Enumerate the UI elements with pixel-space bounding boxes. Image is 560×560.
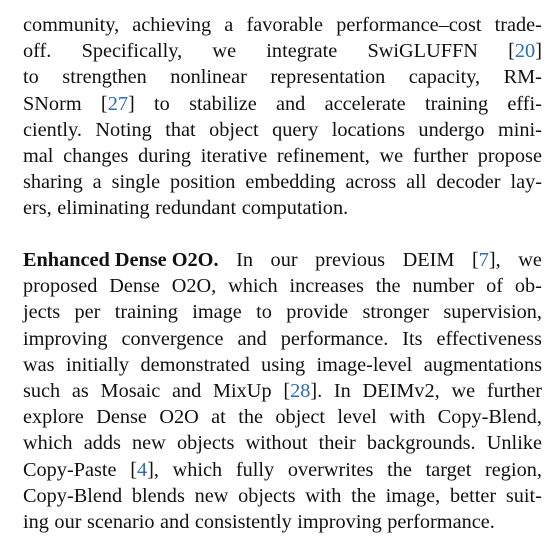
citation-link[interactable]: 7 — [478, 249, 489, 271]
word: provide — [286, 301, 349, 324]
word: we — [212, 40, 237, 63]
paper-text-body — [23, 12, 542, 535]
word: [7], — [471, 249, 501, 271]
citation-link[interactable]: 4 — [136, 458, 148, 481]
word: ob- — [514, 275, 542, 298]
word: In — [236, 249, 253, 271]
word: refinement, — [276, 144, 370, 167]
text-line — [23, 326, 542, 352]
word: improving — [297, 510, 382, 533]
word: using — [261, 353, 306, 376]
word: suit- — [505, 484, 542, 507]
word: iterative — [200, 144, 268, 167]
text-line — [23, 352, 542, 378]
word: and — [237, 327, 267, 350]
text-line — [23, 12, 542, 38]
word: MixUp — [212, 379, 272, 402]
word: blends — [131, 484, 185, 507]
word: improving — [23, 327, 108, 350]
word: without — [245, 432, 308, 455]
word: ers, — [23, 197, 52, 220]
word: proposed — [23, 275, 98, 298]
word: Its — [402, 327, 423, 350]
word: image, — [385, 484, 441, 507]
word: Mosaic — [100, 379, 161, 402]
word: target — [425, 458, 472, 481]
word: eliminating — [57, 197, 150, 220]
word: such — [23, 379, 61, 402]
word: Copy-Blend — [23, 484, 123, 507]
word: effi- — [507, 92, 542, 115]
word: which — [228, 275, 278, 298]
word: [28]. — [283, 379, 323, 402]
word: new — [132, 432, 166, 455]
word: query — [272, 118, 319, 141]
word: embedding — [245, 171, 336, 194]
word: redundant — [155, 197, 237, 220]
word: performance–cost — [336, 14, 482, 36]
word: further — [486, 379, 542, 402]
word: level — [337, 406, 377, 429]
word: Dense — [109, 275, 160, 298]
word: we — [518, 249, 542, 271]
text-line — [23, 117, 542, 143]
word: all — [406, 171, 427, 194]
word: [4], — [130, 458, 159, 481]
word: Copy-Paste — [23, 458, 117, 481]
word: performance. — [387, 510, 495, 533]
word: SwiGLUFFN — [367, 40, 478, 63]
word: capacity, — [408, 66, 481, 89]
word: with — [305, 484, 342, 507]
word: objects — [238, 484, 296, 507]
word: we — [451, 379, 476, 402]
word: increases — [289, 275, 364, 298]
word: mini- — [497, 118, 542, 141]
word: previous — [315, 249, 386, 271]
word: the — [351, 484, 376, 507]
word: accelerate — [324, 92, 406, 115]
word: our — [270, 249, 298, 271]
word: lay- — [510, 171, 542, 194]
word: scenario — [86, 510, 155, 533]
text-line — [23, 430, 542, 456]
word: was — [23, 353, 55, 376]
word: adds — [83, 432, 121, 455]
word: better — [449, 484, 497, 507]
word: new — [194, 484, 229, 507]
word: [27] — [100, 92, 135, 115]
word: [20] — [508, 40, 542, 63]
text-line — [23, 64, 542, 90]
text-line — [23, 378, 542, 404]
word: DEIMv2, — [362, 379, 440, 402]
word: and — [276, 92, 306, 115]
word: favorable — [246, 14, 324, 36]
word: object — [209, 118, 259, 141]
word: the — [375, 275, 401, 298]
paragraph-2 — [23, 247, 542, 535]
text-line — [23, 247, 542, 273]
word: a — [224, 14, 234, 36]
word: objects — [176, 432, 235, 455]
word: image-level — [316, 353, 413, 376]
word: ing — [23, 510, 49, 533]
word: a — [92, 171, 102, 194]
word: jects — [23, 301, 61, 324]
paragraph-1 — [23, 12, 542, 222]
text-line — [23, 38, 542, 64]
word: off. — [23, 40, 52, 63]
word: as — [71, 379, 89, 402]
word: at — [211, 406, 226, 429]
word: ciently. — [23, 118, 82, 141]
text-line — [23, 509, 542, 535]
word: performance. — [280, 327, 389, 350]
word: computation. — [241, 197, 349, 220]
text-line — [23, 195, 542, 221]
word: the — [238, 406, 263, 429]
word: undergo — [418, 118, 485, 141]
word: achieving — [132, 14, 212, 36]
word: strengthen — [62, 66, 147, 89]
word: region, — [485, 458, 542, 481]
word: propose — [477, 144, 542, 167]
word: sharing — [23, 171, 83, 194]
word: to — [256, 301, 272, 324]
word: stabilize — [189, 92, 257, 115]
word: stronger — [362, 301, 429, 324]
word: explore — [23, 406, 84, 429]
word: further — [412, 144, 469, 167]
word: to — [154, 92, 170, 115]
word: of — [486, 275, 504, 298]
word: O2O — [159, 406, 199, 429]
word: In — [333, 379, 351, 402]
word: training — [425, 92, 489, 115]
word: overwrites — [287, 458, 374, 481]
word: which — [23, 432, 73, 455]
word: integrate — [266, 40, 338, 63]
word: that — [165, 118, 196, 141]
word: Dense — [96, 406, 147, 429]
word: demonstrated — [140, 353, 250, 376]
text-line — [23, 91, 542, 117]
word: augmentations — [423, 353, 542, 376]
word: our — [54, 510, 82, 533]
word: which — [172, 458, 223, 481]
word: convergence — [121, 327, 224, 350]
word: to — [23, 66, 39, 89]
word: changes — [63, 144, 129, 167]
word: Specifically, — [81, 40, 183, 63]
word: community, — [23, 14, 120, 36]
word: representation — [270, 66, 386, 89]
word: consistently — [194, 510, 292, 533]
word: trade- — [494, 14, 542, 36]
word: supervision, — [443, 301, 542, 324]
word: we — [379, 144, 404, 167]
word: and — [160, 510, 190, 533]
word: and — [171, 379, 202, 402]
text-line — [23, 143, 542, 169]
text-line — [23, 169, 542, 195]
word: Unlike — [486, 432, 542, 455]
word: Copy-Blend, — [437, 406, 542, 429]
text-line — [23, 299, 542, 325]
paragraph-gap — [23, 222, 542, 248]
word: number — [412, 275, 475, 298]
word: the — [387, 458, 412, 481]
text-line — [23, 457, 542, 483]
word: per — [74, 301, 101, 324]
word: with — [389, 406, 426, 429]
word: locations — [331, 118, 405, 141]
paragraph-heading: Enhanced Dense O2O. — [23, 249, 219, 271]
word: nonlinear — [170, 66, 247, 89]
word: O2O, — [171, 275, 217, 298]
word: across — [345, 171, 397, 194]
citation-link[interactable]: 20 — [514, 40, 536, 63]
word: during — [138, 144, 192, 167]
word: image — [192, 301, 242, 324]
text-line — [23, 483, 542, 509]
word: effectiveness — [436, 327, 542, 350]
word: training — [114, 301, 178, 324]
word: position — [170, 171, 236, 194]
word: their — [318, 432, 356, 455]
text-line — [23, 404, 542, 430]
word: DEIM — [402, 249, 455, 271]
word: backgrounds. — [366, 432, 476, 455]
citation-link[interactable]: 27 — [107, 92, 128, 115]
word: initially — [65, 353, 130, 376]
citation-link[interactable]: 28 — [290, 379, 311, 402]
word: single — [111, 171, 161, 194]
word: fully — [235, 458, 275, 481]
word: decoder — [436, 171, 501, 194]
word: SNorm — [23, 92, 82, 115]
word: object — [275, 406, 325, 429]
word: RM- — [503, 66, 542, 89]
text-line — [23, 273, 542, 299]
word: mal — [23, 144, 54, 167]
word: Noting — [95, 118, 152, 141]
